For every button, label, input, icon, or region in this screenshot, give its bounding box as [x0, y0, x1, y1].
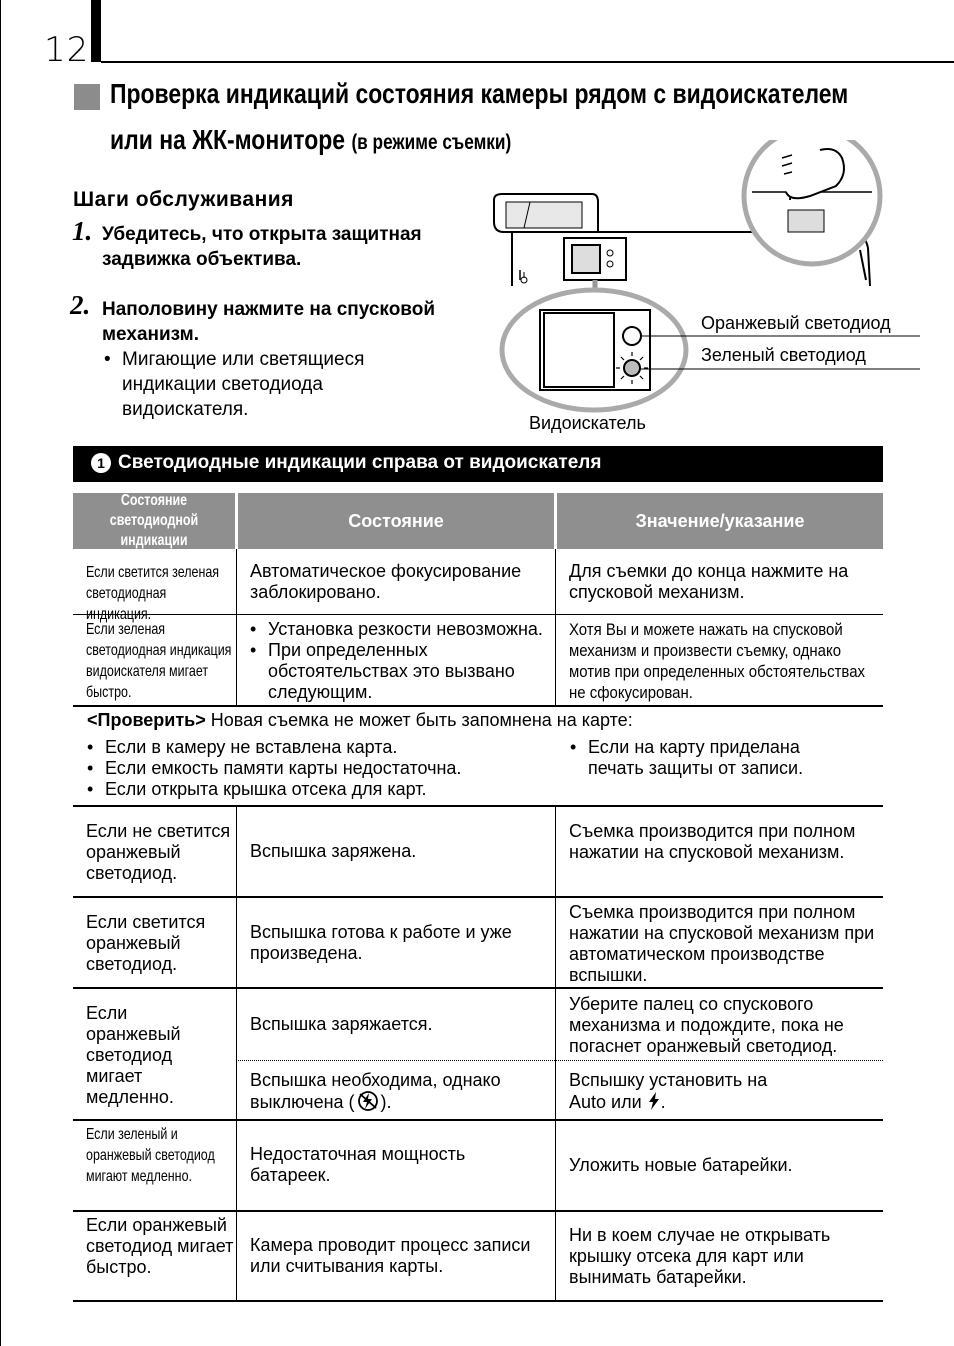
green-led-label: Зеленый светодиод	[701, 345, 866, 365]
header-rule	[101, 61, 954, 63]
page-title-line2-small: (в режиме съемки)	[351, 131, 512, 154]
bullet-dot: •	[570, 737, 577, 757]
table-rule	[73, 1210, 883, 1212]
row7-state: Камера проводит процесс записи или считывания карты.	[250, 1235, 531, 1276]
row2-state-bullet	[250, 619, 550, 640]
row5-state2	[250, 1070, 550, 1113]
step2-bullet-text: Мигающие или светящиеся индикации светодиода видоискателя.	[122, 349, 365, 420]
flash-off-icon	[355, 1091, 381, 1111]
table-rule	[73, 896, 883, 898]
page-title-line2	[110, 124, 511, 156]
table-dotted-rule	[238, 1060, 883, 1061]
row5-meaning2-end: .	[660, 1092, 666, 1112]
bullet-dot: •	[250, 619, 257, 639]
table-rule	[73, 705, 883, 707]
row2-state-bullet-text: При определенных обстоятельствах это вызвано следующим.	[268, 640, 515, 702]
column-header-meaning: Значение/указание	[557, 493, 883, 549]
row4-led: Если светится оранжевый светодиод.	[86, 912, 206, 974]
flash-icon	[647, 1091, 661, 1111]
row5-led: Если оранжевый светодиод мигает медленно.	[86, 1003, 181, 1107]
table-rule	[73, 805, 883, 807]
row5-state2-text: Вспышка необходима, однако выключена (	[250, 1070, 501, 1112]
check-bullet-text: Если в камеру не вставлена карта.	[105, 737, 398, 757]
row4-state: Вспышка готова к работе и уже произведена.	[250, 922, 512, 963]
bullet-dot: •	[250, 640, 257, 660]
check-label: <Проверить>	[87, 710, 206, 730]
table-divider	[555, 806, 556, 1302]
step2-number: 2.	[70, 290, 91, 320]
table-divider	[236, 806, 237, 1302]
bullet-dot: •	[87, 779, 94, 799]
row5-state: Вспышка заряжается.	[250, 1014, 433, 1034]
row1-state: Автоматическое фокусирование заблокировано.	[250, 561, 522, 602]
column-header-led-text: Состояние светодиодной индикации	[109, 492, 199, 549]
row5-meaning2-text: Вспышку установить на Auto или	[569, 1070, 768, 1112]
row7-meaning: Ни в коем случае не открывать крышку отсека для карт или вынимать батарейки.	[569, 1225, 831, 1287]
row5-meaning: Уберите палец со спускового механизма и подождите, пока не погаснет оранжевый светодиод.	[569, 994, 844, 1056]
page-title-line2-main: или на ЖК-мониторе	[110, 124, 352, 155]
check-line	[87, 710, 877, 731]
column-header-state: Состояние	[238, 493, 554, 549]
row5-meaning2	[569, 1070, 809, 1113]
header-bar	[91, 0, 101, 62]
check-bullet	[87, 758, 557, 779]
check-bullet	[87, 737, 557, 758]
row2-state	[250, 619, 550, 703]
row6-state: Недостаточная мощность батареек.	[250, 1144, 466, 1185]
table-rule	[73, 1119, 883, 1121]
check-bullet	[87, 779, 557, 800]
check-bullet	[570, 737, 860, 779]
check-bullet-text: Если на карту приделана печать защиты от записи.	[588, 737, 804, 778]
row3-led: Если не светится оранжевый светодиод.	[86, 821, 231, 883]
bullet-dot: •	[104, 349, 111, 370]
page-number: 12	[44, 30, 90, 70]
page-title-line1: Проверка индикаций состояния камеры рядом с видоискателем	[110, 78, 849, 109]
column-header-led	[73, 493, 235, 549]
row1-led: Если светится зеленая светодиодная индикация.	[86, 564, 220, 623]
viewfinder-label: Видоискатель	[529, 413, 646, 433]
title-marker	[74, 84, 100, 110]
check-text: Новая съемка не может быть запомнена на карте:	[205, 710, 633, 730]
row5-state2-end: ).	[380, 1092, 392, 1112]
section-number-badge: 1	[91, 453, 111, 473]
table-rule	[73, 1300, 883, 1302]
check-bullets-left	[87, 737, 557, 800]
check-bullet-text: Если открыта крышка отсека для карт.	[105, 779, 427, 799]
check-bullet-text: Если емкость памяти карты недостаточна.	[105, 758, 462, 778]
orange-led-label: Оранжевый светодиод	[701, 313, 891, 333]
bullet-dot: •	[87, 737, 94, 757]
row1-meaning: Для съемки до конца нажмите на спусковой механизм.	[569, 561, 849, 602]
row2-led: Если зеленая светодиодная индикация видоискателя мигает быстро.	[86, 621, 232, 701]
table-divider	[555, 549, 556, 706]
row2-state-bullet-text: Установка резкости невозможна.	[268, 619, 543, 639]
bullet-dot: •	[87, 758, 94, 778]
step1-text: Убедитесь, что открыта защитная задвижка объектива.	[102, 224, 422, 270]
camera-illustration	[490, 140, 930, 420]
row6-meaning: Уложить новые батарейки.	[569, 1155, 793, 1175]
row2-meaning: Хотя Вы и можете нажать на спусковой механизм и произвести съемку, однако мотив при определенных обстоятельствах не сфокусирован.	[569, 620, 866, 702]
page-left-border	[0, 0, 1, 1346]
row2-state-bullet	[250, 640, 550, 703]
check-bullets-right	[570, 737, 860, 779]
table-divider	[236, 549, 237, 706]
section-title-bar	[73, 446, 883, 482]
row3-meaning: Съемка производится при полном нажатии на спусковой механизм.	[569, 821, 856, 862]
steps-heading: Шаги обслуживания	[73, 188, 294, 211]
step2-text: Наполовину нажмите на спусковой механизм.	[102, 299, 436, 345]
step1-number: 1.	[72, 216, 93, 246]
section-title: Светодиодные индикации справа от видоискателя	[118, 452, 602, 473]
row4-meaning: Съемка производится при полном нажатии на спусковой механизм при автоматическом производстве вспышки.	[569, 902, 875, 985]
row6-led: Если зеленый и оранжевый светодиод мигают медленно.	[86, 1126, 215, 1185]
table-rule	[73, 987, 883, 989]
row7-led: Если оранжевый светодиод мигает быстро.	[86, 1215, 234, 1277]
row3-state: Вспышка заряжена.	[250, 841, 417, 861]
